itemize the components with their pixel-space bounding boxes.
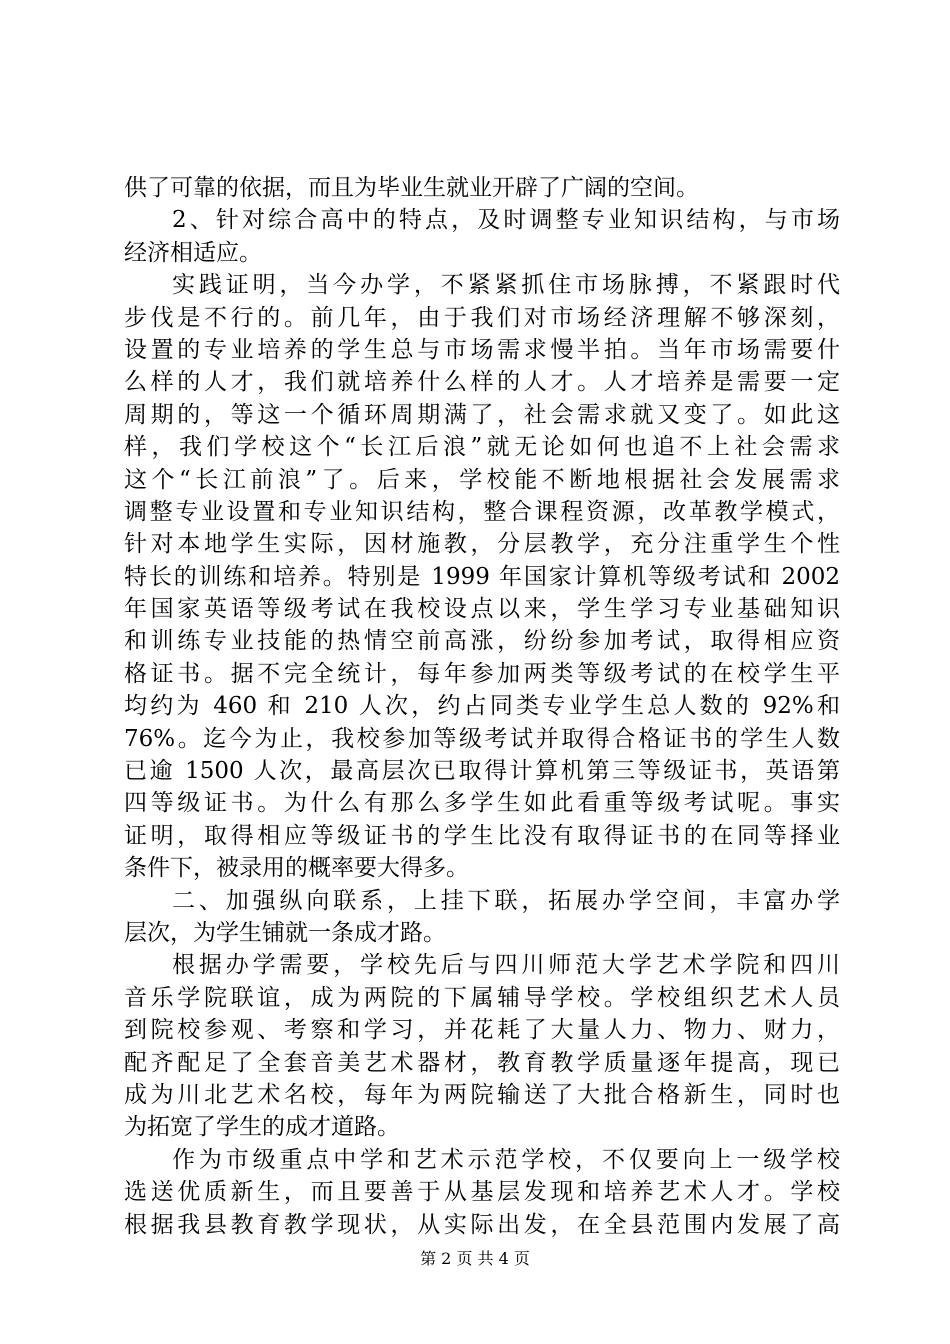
text-line: 选送优质新生，而且要善于从基层发现和培养艺术人才。学校 xyxy=(124,1179,840,1206)
text-line: 到院校参观、考察和学习，并花耗了大量人力、物力、财力， xyxy=(124,1017,840,1044)
text-line: 证明，取得相应等级证书的学生比没有取得证书的在同等择业 xyxy=(124,822,840,849)
document-body xyxy=(124,172,840,1241)
text-line: 76%。迄今为止，我校参加等级考试并取得合格证书的学生人数 xyxy=(124,725,840,752)
text-line: 四等级证书。为什么有那么多学生如此看重等级考试呢。事实 xyxy=(124,790,840,817)
text-line: 和训练专业技能的热情空前高涨，纷纷参加考试，取得相应资 xyxy=(124,628,840,655)
text-line: 层次，为学生铺就一条成才路。 xyxy=(124,919,446,946)
text-line: 作为市级重点中学和艺术示范学校，不仅要向上一级学校 xyxy=(172,1146,840,1173)
text-line: 已逾 1500 人次，最高层次已取得计算机第三等级证书，英语第 xyxy=(124,758,840,785)
text-line: 调整专业设置和专业知识结构，整合课程资源，改革教学模式， xyxy=(124,498,840,525)
text-line: 成为川北艺术名校，每年为两院输送了大批合格新生，同时也 xyxy=(124,1081,840,1108)
text-line: 针对本地学生实际，因材施教，分层教学，充分注重学生个性 xyxy=(124,531,840,558)
text-line: 条件下，被录用的概率要大得多。 xyxy=(124,855,469,882)
text-line: 这个“长江前浪”了。后来，学校能不断地根据社会发展需求 xyxy=(124,466,840,493)
text-line: 均约为 460 和 210 人次，约占同类专业学生总人数的 92%和 xyxy=(124,693,840,720)
page-footer: 第 2 页 共 4 页 xyxy=(420,1249,530,1268)
text-line: 音乐学院联谊，成为两院的下属辅导学校。学校组织艺术人员 xyxy=(124,984,840,1011)
text-line: 样，我们学校这个“长江后浪”就无论如何也追不上社会需求 xyxy=(124,434,840,461)
text-line: 步伐是不行的。前几年，由于我们对市场经济理解不够深刻， xyxy=(124,304,840,331)
text-line: 供了可靠的依据，而且为毕业生就业开辟了广阔的空间。 xyxy=(124,175,699,201)
text-line: 年国家英语等级考试在我校设点以来，学生学习专业基础知识 xyxy=(124,596,840,623)
text-line: 配齐配足了全套音美艺术器材，教育教学质量逐年提高，现已 xyxy=(124,1049,840,1076)
text-line: 2、针对综合高中的特点，及时调整专业知识结构，与市场 xyxy=(172,207,840,234)
text-line: 么样的人才，我们就培养什么样的人才。人才培养是需要一定 xyxy=(124,369,840,396)
text-line: 为拓宽了学生的成才道路。 xyxy=(124,1114,400,1141)
text-line: 实践证明，当今办学，不紧紧抓住市场脉搏，不紧跟时代 xyxy=(172,272,840,299)
text-line: 设置的专业培养的学生总与市场需求慢半拍。当年市场需要什 xyxy=(124,336,840,363)
text-line: 二、加强纵向联系，上挂下联，拓展办学空间，丰富办学 xyxy=(172,887,840,914)
text-line: 经济相适应。 xyxy=(124,239,262,266)
text-line: 周期的，等这一个循环周期满了，社会需求就又变了。如此这 xyxy=(124,401,840,428)
text-line: 根据我县教育教学现状，从实际出发，在全县范围内发展了高 xyxy=(124,1211,840,1238)
text-line: 格证书。据不完全统计，每年参加两类等级考试的在校学生平 xyxy=(124,660,840,687)
text-line: 特长的训练和培养。特别是 1999 年国家计算机等级考试和 2002 xyxy=(124,563,840,590)
text-line: 根据办学需要，学校先后与四川师范大学艺术学院和四川 xyxy=(172,952,840,979)
